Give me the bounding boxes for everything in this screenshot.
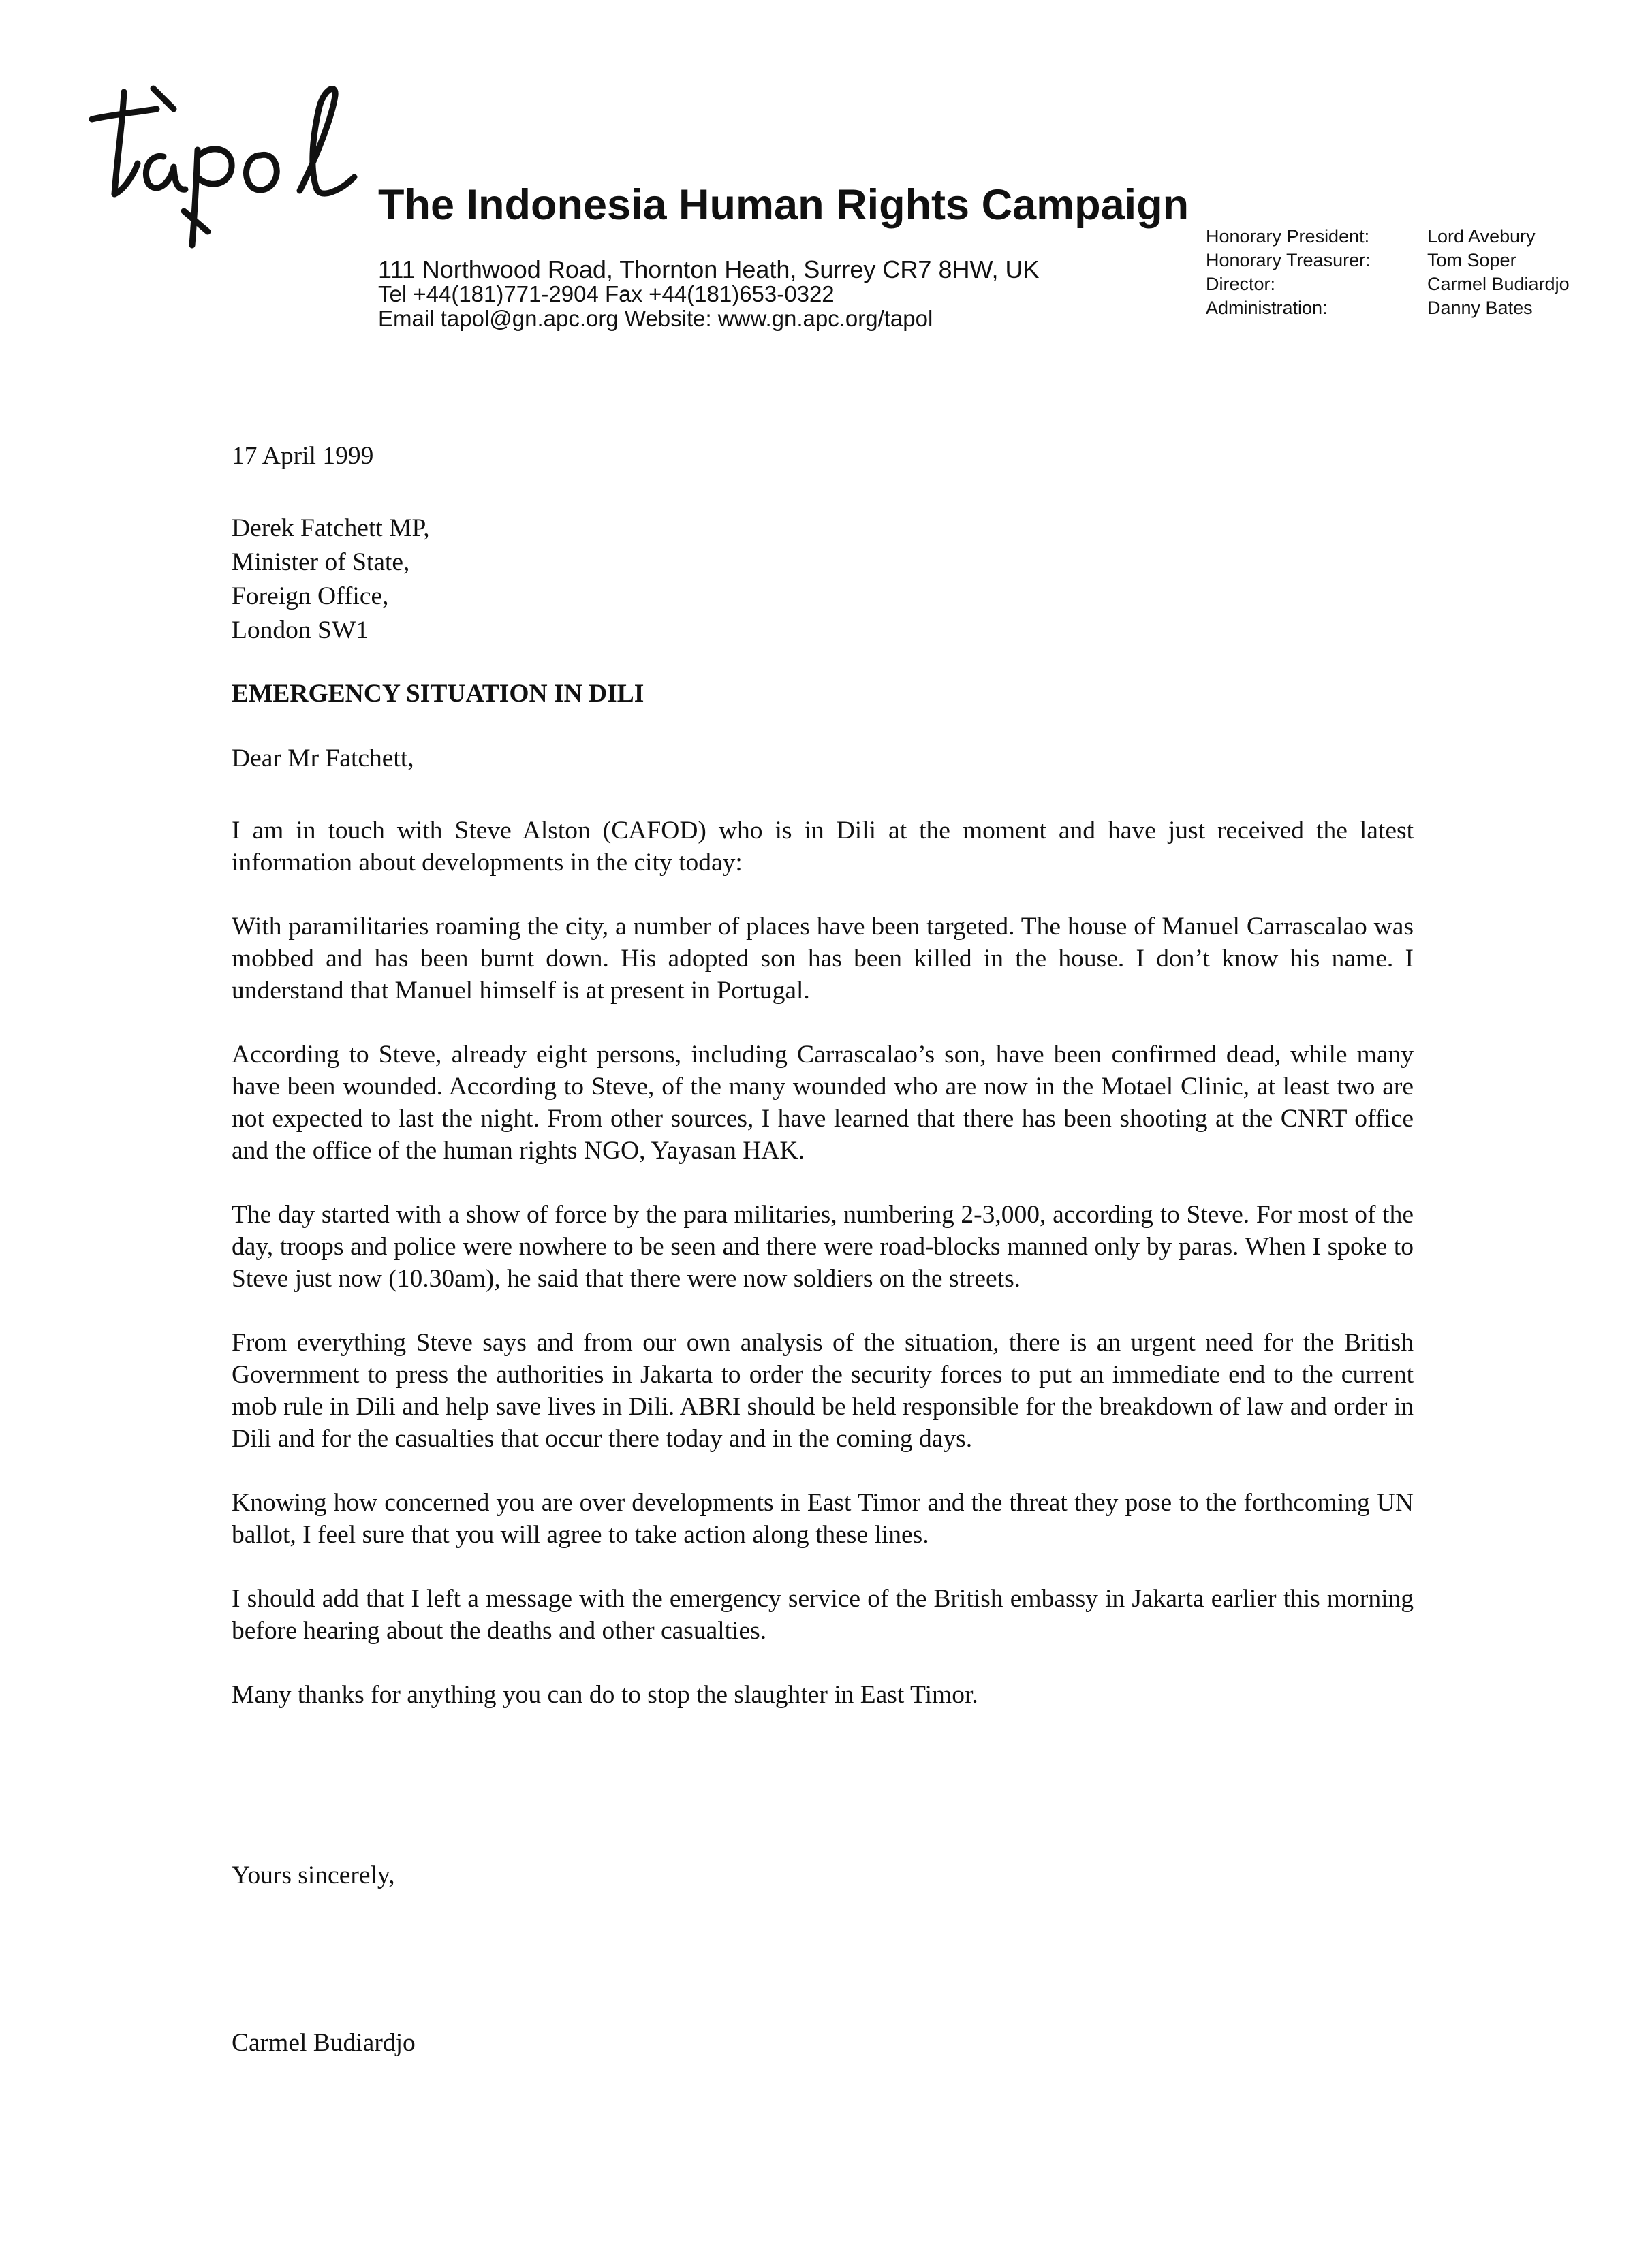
closing: Yours sincerely, <box>232 1861 395 1889</box>
officer-row <box>1206 272 1635 296</box>
org-contact-block <box>378 257 1039 331</box>
recipient-line: London SW1 <box>232 616 369 644</box>
officer-name: Lord Avebury <box>1427 226 1536 247</box>
org-email-website: Email tapol@gn.apc.org Website: www.gn.apc.org/tapol <box>378 306 933 331</box>
letter-body <box>232 815 1414 1743</box>
salutation: Dear Mr Fatchett, <box>232 744 414 772</box>
signature-name: Carmel Budiardjo <box>232 2029 416 2057</box>
recipient-line: Minister of State, <box>232 548 410 576</box>
body-paragraph: I should add that I left a message with the emergency service of the British embassy in Jakarta earlier this morning before hearing about the deaths and other casualties. <box>232 1585 1414 1645</box>
officer-role: Administration: <box>1206 298 1328 318</box>
recipient-line: Derek Fatchett MP, <box>232 514 430 542</box>
letter-subject: EMERGENCY SITUATION IN DILI <box>232 680 644 708</box>
officer-role: Honorary President: <box>1206 226 1370 247</box>
officer-role: Director: <box>1206 274 1276 294</box>
org-name: The Indonesia Human Rights Campaign <box>378 181 1189 229</box>
officer-role: Honorary Treasurer: <box>1206 250 1371 270</box>
body-paragraph: From everything Steve says and from our own analysis of the situation, there is an urgent need for the British Government to press the authorities in Jakarta to order the security forces to put an immediate end to the current mob rule in Dili and help save lives in Dili. ABRI should be held responsible for the breakdown of law and order in Dili and for the casualties that occur there today and in the coming days. <box>232 1329 1414 1453</box>
org-phone-fax: Tel +44(181)771-2904 Fax +44(181)653-0322 <box>378 281 835 306</box>
officer-name: Carmel Budiardjo <box>1427 274 1570 294</box>
officer-name: Tom Soper <box>1427 250 1516 270</box>
officer-name: Danny Bates <box>1427 298 1533 318</box>
body-paragraph: Knowing how concerned you are over developments in East Timor and the threat they pose to the forthcoming UN ballot, I feel sure that you will agree to take action along these lines. <box>232 1489 1414 1549</box>
body-paragraph: According to Steve, already eight persons, including Carrascalao’s son, have been confirmed dead, while many have been wounded. According to Steve, of the many wounded who are now in the Motael Clinic, at least two are not expected to last the night. From other sources, I have learned that there has been shooting at the CNRT office and the office of the human rights NGO, Yayasan HAK. <box>232 1041 1414 1165</box>
officer-row <box>1206 225 1635 249</box>
recipient-line: Foreign Office, <box>232 582 389 610</box>
officers-list <box>1206 225 1635 320</box>
body-paragraph: I am in touch with Steve Alston (CAFOD) who is in Dili at the moment and have just received the latest information about developments in the city today: <box>232 817 1414 877</box>
body-paragraph: Many thanks for anything you can do to stop the slaughter in East Timor. <box>232 1681 978 1709</box>
officer-row <box>1206 296 1635 320</box>
letter-date: 17 April 1999 <box>232 442 374 470</box>
recipient-address <box>232 511 1414 648</box>
body-paragraph: The day started with a show of force by the para militaries, numbering 2-3,000, according to Steve. For most of the day, troops and police were nowhere to be seen and there were road-blocks manned only by paras. When I spoke to Steve just now (10.30am), he said that there were now soldiers on the streets. <box>232 1201 1414 1293</box>
org-address: 111 Northwood Road, Thornton Heath, Surrey CR7 8HW, UK <box>378 255 1040 283</box>
tapol-logo <box>82 75 382 252</box>
body-paragraph: With paramilitaries roaming the city, a number of places have been targeted. The house of Manuel Carrascalao was mobbed and has been burnt down. His adopted son has been killed in the house. I don’t know his name. I understand that Manuel himself is at present in Portugal. <box>232 913 1414 1005</box>
officer-row <box>1206 249 1635 272</box>
